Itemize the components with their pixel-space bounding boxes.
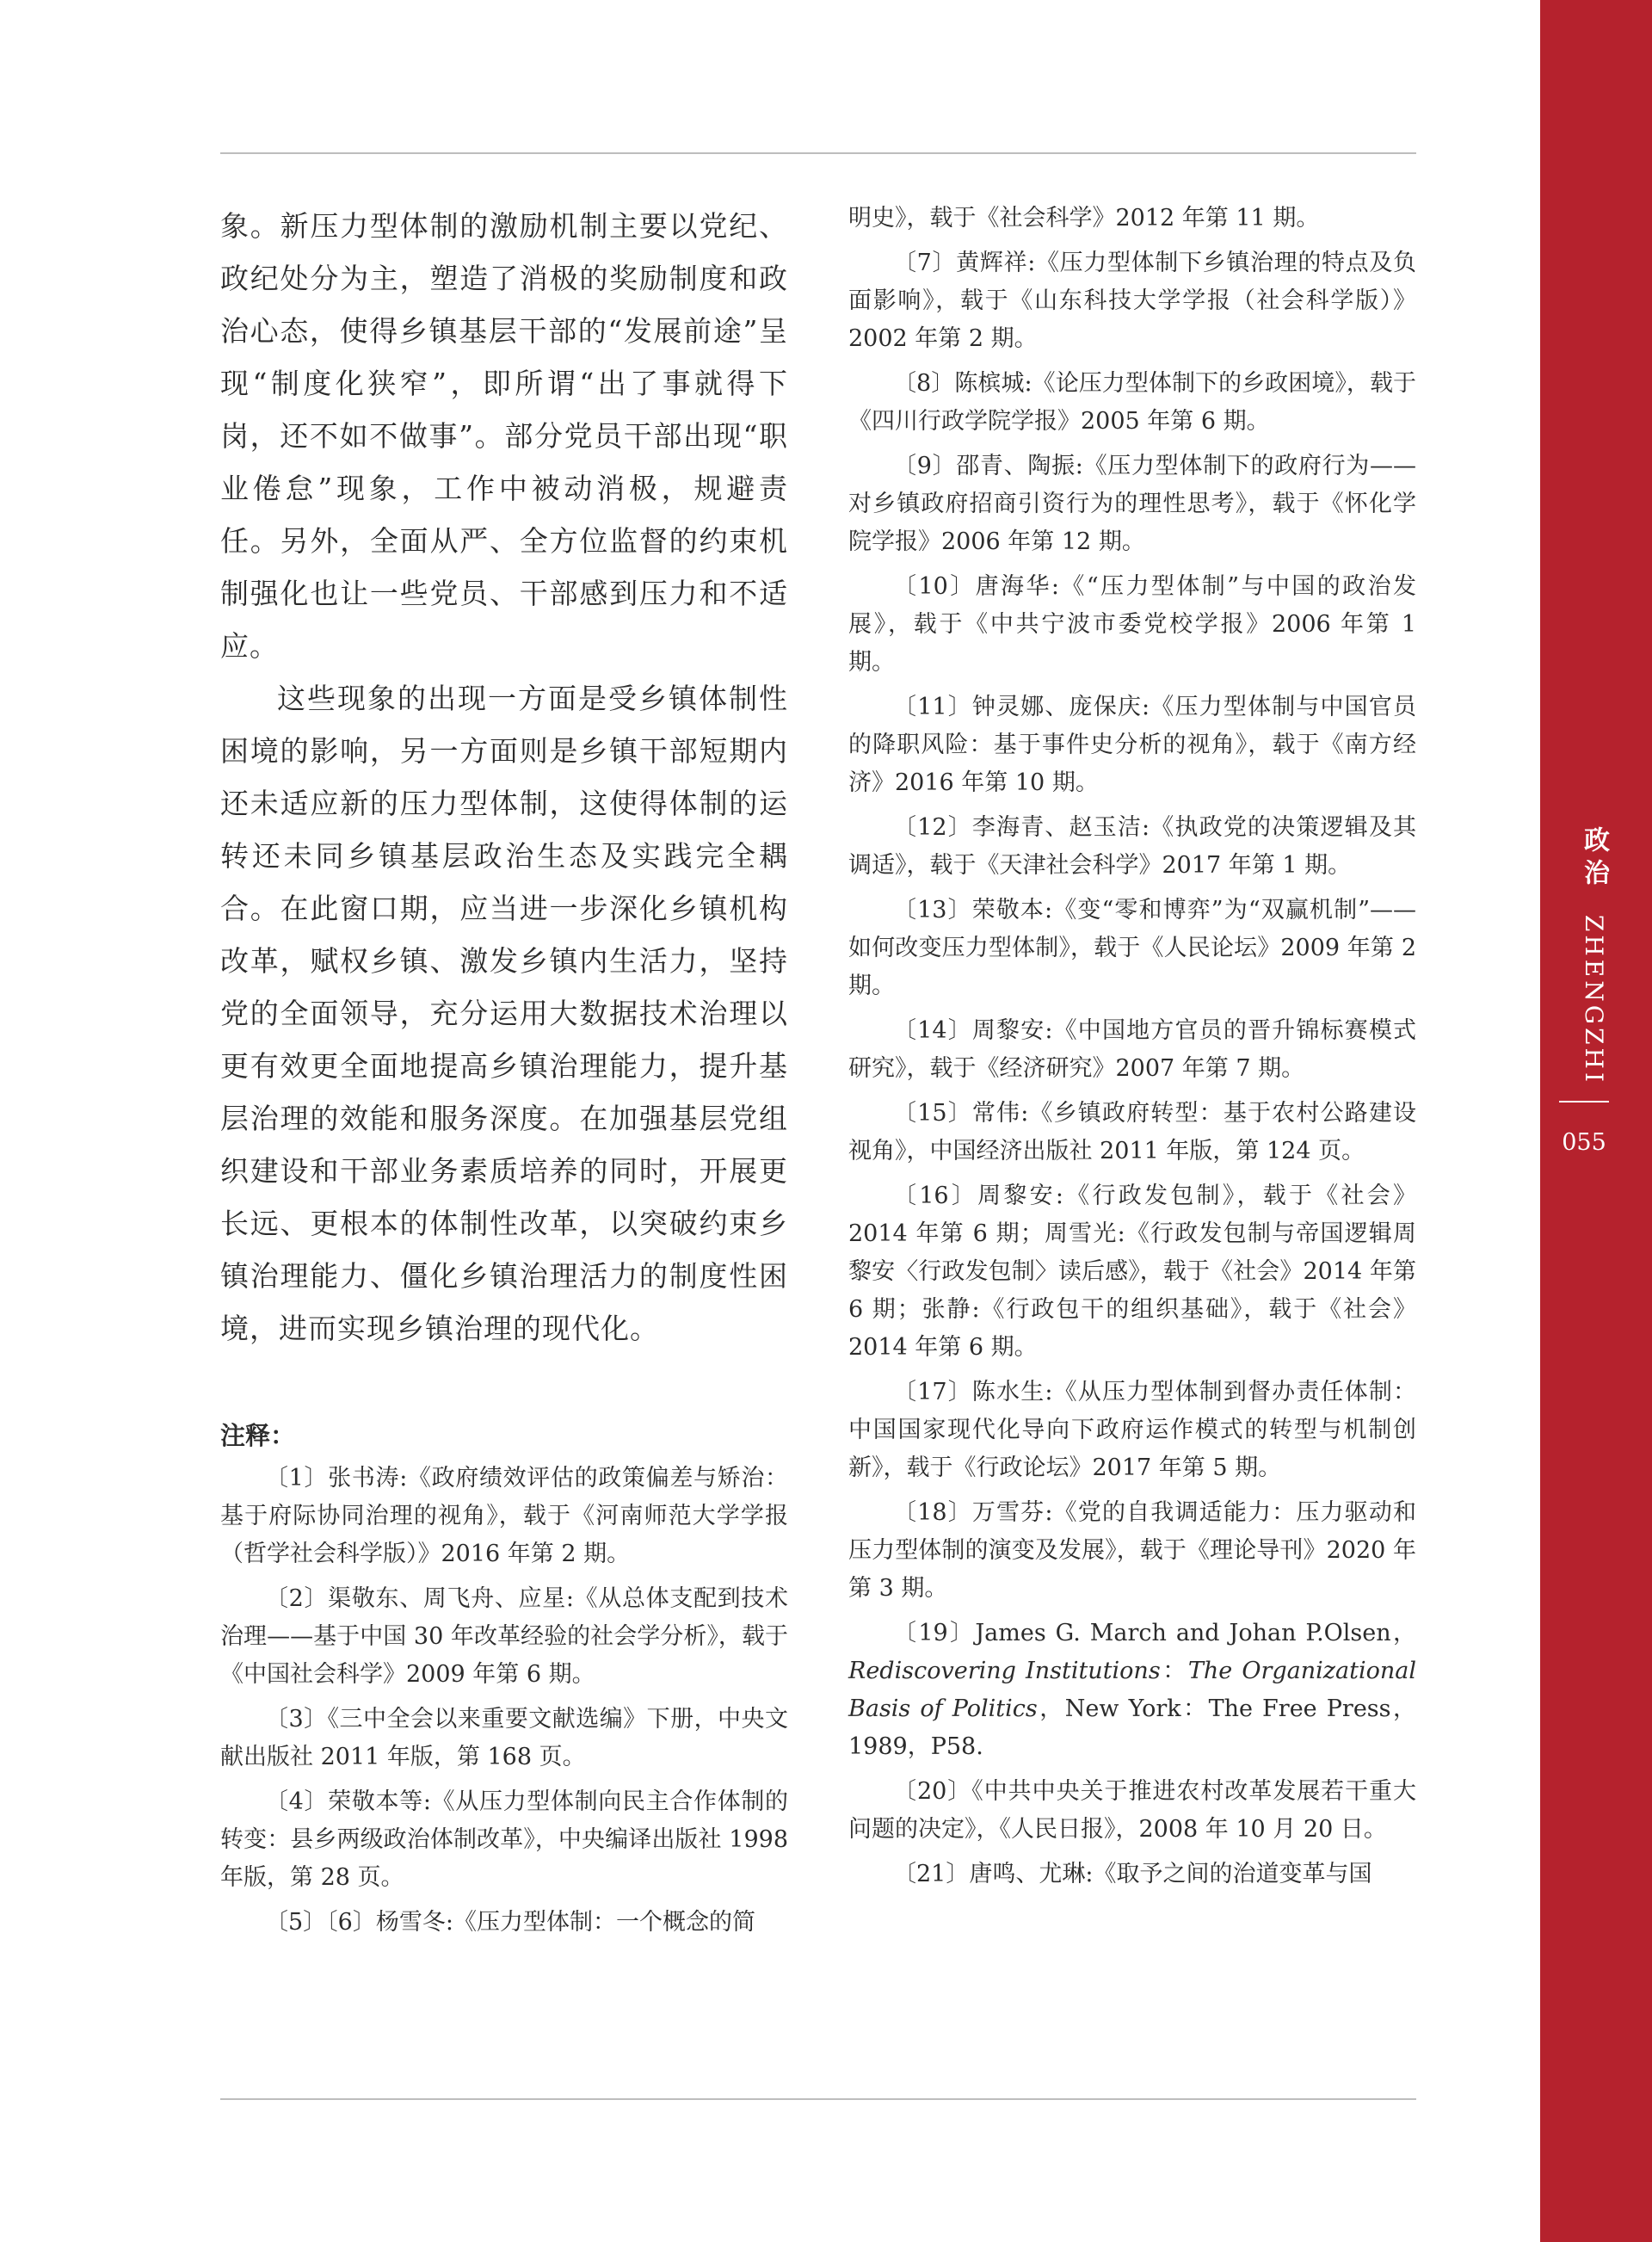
body-paragraph: 这些现象的出现一方面是受乡镇体制性困境的影响，另一方面则是乡镇干部短期内还未适应新的压力型体制，这使得体制的运转还未同乡镇基层政治生态及实践完全耦合。在此窗口期，应当进一步深化乡镇机构改革，赋权乡镇、激发乡镇内生活力，坚持党的全面领导，充分运用大数据技术治理以更有效更全面地提高乡镇治理能力，提升基层治理的效能和服务深度。在加强基层党组织建设和干部业务素质培养的同时，开展更长远、更根本的体制性改革，以突破约束乡镇治理能力、僵化乡镇治理活力的制度性困境，进而实现乡镇治理的现代化。 bbox=[220, 682, 788, 1345]
footnote: 〔12〕李海青、赵玉洁:《执政党的决策逻辑及其调适》，载于《天津社会科学》2017 年第 1 期。 bbox=[848, 814, 1416, 879]
footnote: 〔2〕渠敬东、周飞舟、应星:《从总体支配到技术治理——基于中国 30 年改革经验的社会学分析》，载于《中国社会科学》2009 年第 6 期。 bbox=[220, 1585, 788, 1688]
footnote: 〔8〕陈槟城:《论压力型体制下的乡政困境》，载于《四川行政学院学报》2005 年第 6 期。 bbox=[848, 370, 1416, 435]
left-column bbox=[220, 200, 788, 1949]
footnote: 〔1〕张书涛:《政府绩效评估的政策偏差与矫治：基于府际协同治理的视角》，载于《河南师范大学学报（哲学社会科学版）》2016 年第 2 期。 bbox=[220, 1465, 788, 1567]
footer-rule bbox=[220, 2098, 1416, 2100]
body-paragraph: 象。新压力型体制的激励机制主要以党纪、政纪处分为主，塑造了消极的奖励制度和政治心态，使得乡镇基层干部的“发展前途”呈现“制度化狭窄”，即所谓“出了事就得下岗，还不如不做事”。部分党员干部出现“职业倦怠”现象，工作中被动消极，规避责任。另外，全面从严、全方位监督的约束机制强化也让一些党员、干部感到压力和不适应。 bbox=[220, 209, 788, 663]
footnote: 〔18〕万雪芬:《党的自我调适能力：压力驱动和压力型体制的演变及发展》，载于《理论导刊》2020 年第 3 期。 bbox=[848, 1499, 1416, 1602]
footnote-19-prefix: 〔19〕James G. March and Johan P.Olsen， bbox=[893, 1620, 1416, 1646]
footnote: 〔20〕《中共中央关于推进农村改革发展若干重大问题的决定》，《人民日报》，2008 年 10 月 20 日。 bbox=[848, 1778, 1416, 1843]
footnote-19-suffix: ，New York：The Free Press，1989，P58. bbox=[848, 1695, 1417, 1760]
footnote: 〔10〕唐海华:《“压力型体制”与中国的政治发展》，载于《中共宁波市委党校学报》2006 年第 1 期。 bbox=[848, 573, 1416, 676]
footnote: 〔17〕陈水生:《从压力型体制到督办责任体制：中国国家现代化导向下政府运作模式的转型与机制创新》，载于《行政论坛》2017 年第 5 期。 bbox=[848, 1379, 1416, 1481]
footnote: 〔13〕荣敬本:《变“零和博弈”为“双赢机制”——如何改变压力型体制》，载于《人民论坛》2009 年第 2 期。 bbox=[848, 897, 1416, 999]
book-subtitle: The Organizational Basis of Politics bbox=[848, 1658, 1416, 1722]
section-sidebar bbox=[1540, 0, 1652, 2242]
section-name-en: ZHENGZHI bbox=[1580, 914, 1608, 1086]
footnote: 〔4〕荣敬本等:《从压力型体制向民主合作体制的转变：县乡两级政治体制改革》，中央编译出版社 1998 年版，第 28 页。 bbox=[220, 1788, 788, 1891]
sidebar-divider bbox=[1559, 1101, 1609, 1102]
footnote: 〔16〕周黎安:《行政发包制》，载于《社会》2014 年第 6 期；周雪光:《行政发包制与帝国逻辑周黎安〈行政发包制〉读后感》，载于《社会》2014 年第 6 期；张静:《行政包干的组织基础》，载于《社会》2014 年第 6 期。 bbox=[848, 1183, 1416, 1361]
footnote-19-separator: ： bbox=[1160, 1658, 1188, 1684]
page-number: 055 bbox=[1562, 1129, 1606, 1156]
footnote: 〔14〕周黎安:《中国地方官员的晋升锦标赛模式研究》，载于《经济研究》2007 年第 7 期。 bbox=[848, 1017, 1416, 1082]
footnote: 〔9〕邵青、陶振:《压力型体制下的政府行为——对乡镇政府招商引资行为的理性思考》，载于《怀化学院学报》2006 年第 12 期。 bbox=[848, 453, 1416, 555]
book-title: Rediscovering Institutions bbox=[848, 1658, 1161, 1684]
header-rule bbox=[220, 152, 1416, 154]
footnote: 〔11〕钟灵娜、庞保庆:《压力型体制与中国官员的降职风险：基于事件史分析的视角》，载于《南方经济》2016 年第 10 期。 bbox=[848, 694, 1416, 796]
footnote: 〔7〕黄辉祥:《压力型体制下乡镇治理的特点及负面影响》，载于《山东科技大学学报（社会科学版）》2002 年第 2 期。 bbox=[848, 250, 1416, 352]
footnote: 〔21〕唐鸣、尤琳:《取予之间的治道变革与国 bbox=[893, 1861, 1372, 1887]
section-name-zh: 政治 bbox=[1579, 826, 1609, 892]
notes-heading: 注释： bbox=[220, 1421, 296, 1450]
footnote: 〔15〕常伟:《乡镇政府转型：基于农村公路建设视角》，中国经济出版社 2011 年版，第 124 页。 bbox=[848, 1100, 1416, 1164]
footnote-continuation: 明史》，载于《社会科学》2012 年第 11 期。 bbox=[848, 205, 1320, 232]
footnote: 〔5〕〔6〕杨雪冬:《压力型体制：一个概念的简 bbox=[265, 1909, 755, 1936]
section-label bbox=[1564, 826, 1612, 1085]
footnote: 〔3〕《三中全会以来重要文献选编》下册，中央文献出版社 2011 年版，第 168 页。 bbox=[220, 1706, 788, 1770]
right-column bbox=[848, 200, 1416, 1900]
footnote-19 bbox=[848, 1615, 1416, 1766]
